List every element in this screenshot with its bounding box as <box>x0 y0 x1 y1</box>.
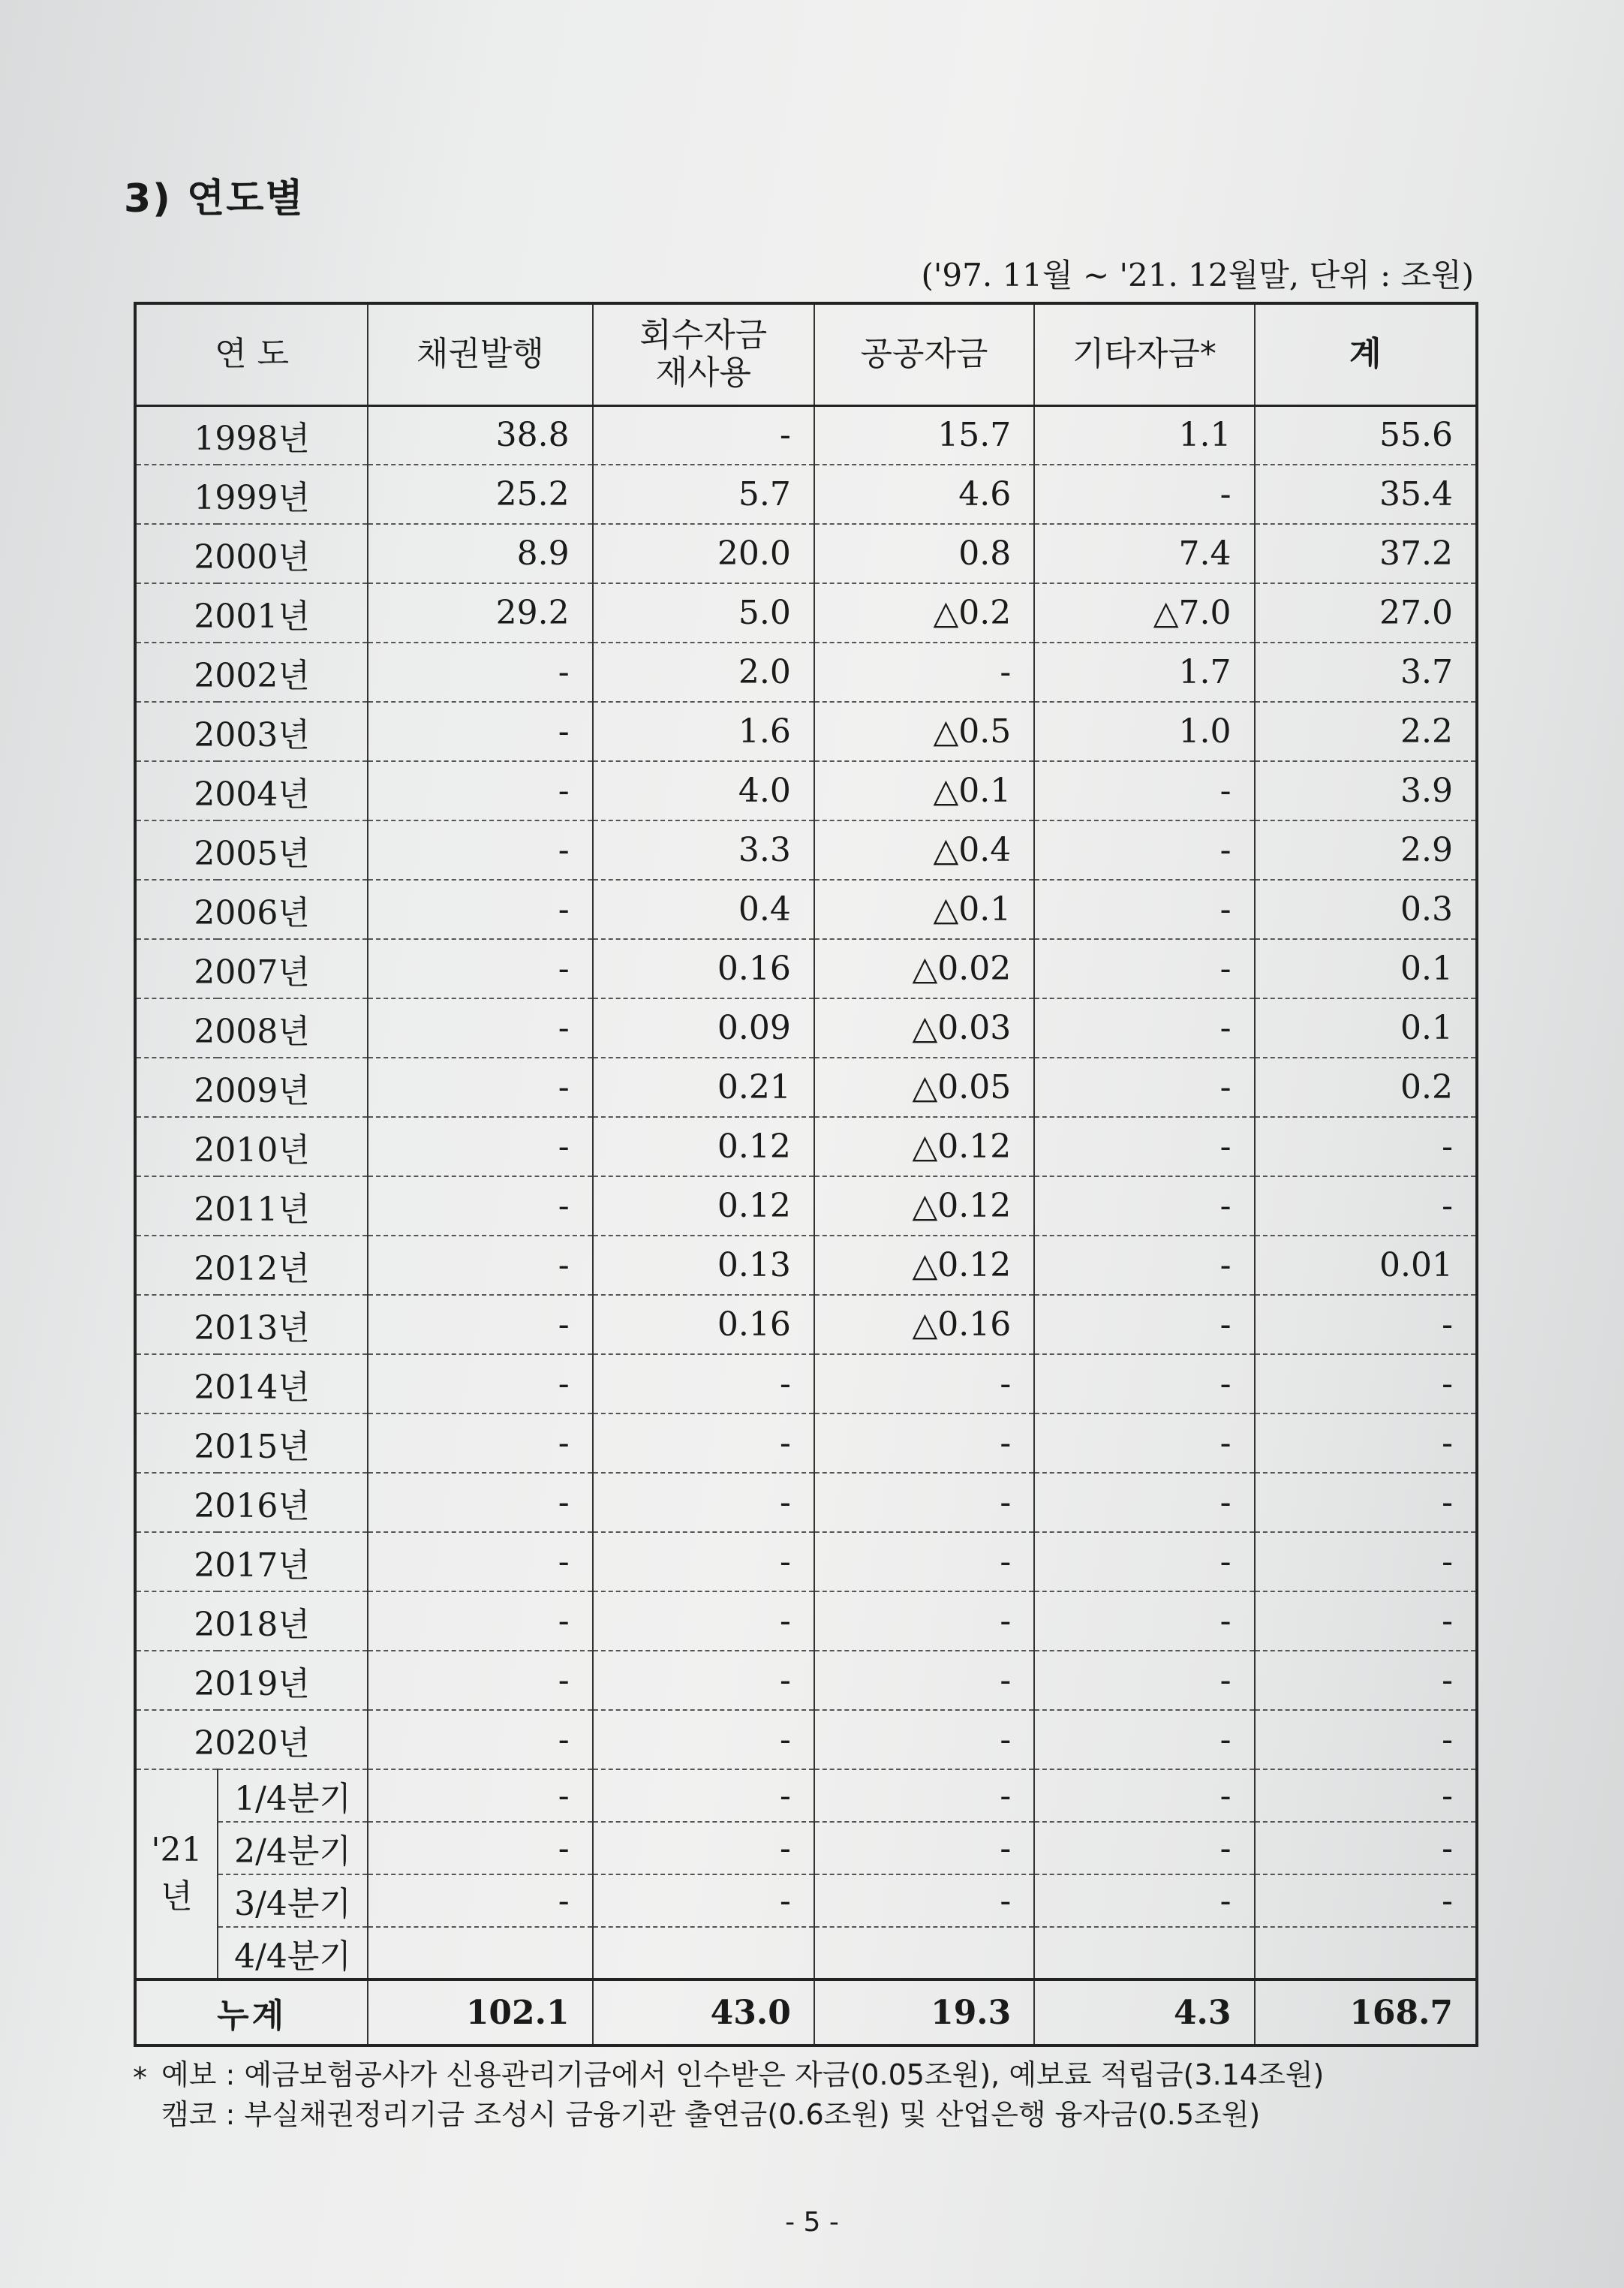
public-cell: - <box>814 643 1034 702</box>
total-cell: - <box>1255 1591 1478 1651</box>
public-cell: △0.16 <box>814 1295 1034 1354</box>
public-cell: △0.12 <box>814 1236 1034 1295</box>
other-cell: 1.1 <box>1034 405 1254 465</box>
reuse-cell: - <box>593 1710 814 1769</box>
table-row <box>135 1236 1477 1295</box>
other-cell: - <box>1034 939 1254 998</box>
other-cell: 1.0 <box>1034 702 1254 761</box>
table-row <box>135 998 1477 1058</box>
bond-cell: - <box>368 998 592 1058</box>
other-cell: - <box>1034 1117 1254 1176</box>
quarter-year-cell: '21년 <box>135 1769 218 1979</box>
reuse-cell: - <box>593 1874 814 1927</box>
public-cell: △0.5 <box>814 702 1034 761</box>
total-cell: - <box>1255 1874 1478 1927</box>
year-cell: 2014년 <box>135 1354 368 1413</box>
reuse-cell: 0.21 <box>593 1058 814 1117</box>
reuse-cell: - <box>593 1532 814 1591</box>
other-cell: - <box>1034 1473 1254 1532</box>
other-cell: - <box>1034 1769 1254 1822</box>
bond-cell: - <box>368 820 592 880</box>
table-row <box>135 1473 1477 1532</box>
table-row <box>135 1710 1477 1769</box>
reuse-cell: 0.12 <box>593 1117 814 1176</box>
other-cell: - <box>1034 1532 1254 1591</box>
public-cell: △0.03 <box>814 998 1034 1058</box>
total-cell: - <box>1255 1822 1478 1874</box>
bond-cell: 29.2 <box>368 583 592 643</box>
total-cell: 35.4 <box>1255 465 1478 524</box>
total-cell: - <box>1255 1710 1478 1769</box>
cumulative-row <box>135 1979 1477 2046</box>
public-cell: - <box>814 1473 1034 1532</box>
year-cell: 2009년 <box>135 1058 368 1117</box>
table-row <box>135 820 1477 880</box>
table-row <box>135 1176 1477 1236</box>
other-cell: - <box>1034 1874 1254 1927</box>
bond-cell: - <box>368 1769 592 1822</box>
cumulative-other: 4.3 <box>1034 1979 1254 2046</box>
annual-funds-table <box>134 302 1478 2047</box>
table-row <box>135 880 1477 939</box>
reuse-cell: 5.0 <box>593 583 814 643</box>
public-cell: △0.1 <box>814 761 1034 820</box>
public-cell: - <box>814 1413 1034 1473</box>
footnotes <box>133 2055 1325 2135</box>
header-total: 계 <box>1255 303 1478 405</box>
other-cell: - <box>1034 880 1254 939</box>
bond-cell: - <box>368 1822 592 1874</box>
year-cell: 2011년 <box>135 1176 368 1236</box>
total-cell: - <box>1255 1117 1478 1176</box>
total-cell <box>1255 1927 1478 1979</box>
header-reuse <box>593 303 814 405</box>
year-cell: 2006년 <box>135 880 368 939</box>
reuse-cell: - <box>593 1473 814 1532</box>
public-cell: - <box>814 1769 1034 1822</box>
cumulative-total: 168.7 <box>1255 1979 1478 2046</box>
other-cell: - <box>1034 1236 1254 1295</box>
reuse-cell: 1.6 <box>593 702 814 761</box>
year-cell: 2005년 <box>135 820 368 880</box>
year-cell: 2020년 <box>135 1710 368 1769</box>
bond-cell: - <box>368 1058 592 1117</box>
quarter-label-cell: 4/4분기 <box>218 1927 368 1979</box>
table-row <box>135 702 1477 761</box>
reuse-cell: - <box>593 1354 814 1413</box>
public-cell: △0.12 <box>814 1117 1034 1176</box>
table-row <box>135 1591 1477 1651</box>
other-cell: - <box>1034 1591 1254 1651</box>
other-cell: - <box>1034 1710 1254 1769</box>
header-bond: 채권발행 <box>368 303 592 405</box>
table-row <box>135 405 1477 465</box>
year-cell: 2018년 <box>135 1591 368 1651</box>
year-cell: 2003년 <box>135 702 368 761</box>
table-row <box>135 761 1477 820</box>
public-cell: 15.7 <box>814 405 1034 465</box>
quarter-row <box>135 1927 1477 1979</box>
public-cell: 4.6 <box>814 465 1034 524</box>
bond-cell: - <box>368 939 592 998</box>
table-row <box>135 1651 1477 1710</box>
table-row <box>135 1058 1477 1117</box>
bond-cell: 8.9 <box>368 524 592 583</box>
year-cell: 2004년 <box>135 761 368 820</box>
page-number: - 5 - <box>785 2207 839 2238</box>
public-cell: - <box>814 1591 1034 1651</box>
total-cell: - <box>1255 1295 1478 1354</box>
table-row <box>135 1532 1477 1591</box>
bond-cell: - <box>368 702 592 761</box>
quarter-label-cell: 1/4분기 <box>218 1769 368 1822</box>
reuse-cell: - <box>593 405 814 465</box>
table-row <box>135 1117 1477 1176</box>
reuse-cell: 0.16 <box>593 939 814 998</box>
year-cell: 2010년 <box>135 1117 368 1176</box>
reuse-cell: - <box>593 1413 814 1473</box>
public-cell: - <box>814 1532 1034 1591</box>
total-cell: - <box>1255 1651 1478 1710</box>
reuse-cell: 0.09 <box>593 998 814 1058</box>
bond-cell: - <box>368 761 592 820</box>
bond-cell: - <box>368 1413 592 1473</box>
footnote-line-kamco: 캠코 : 부실채권정리기금 조성시 금융기관 출연금(0.6조원) 및 산업은행 융자금(0.5조원) <box>161 2098 1261 2132</box>
other-cell: - <box>1034 998 1254 1058</box>
cumulative-bond: 102.1 <box>368 1979 592 2046</box>
total-cell: 0.1 <box>1255 998 1478 1058</box>
year-cell: 2013년 <box>135 1295 368 1354</box>
reuse-cell: 20.0 <box>593 524 814 583</box>
public-cell: △0.4 <box>814 820 1034 880</box>
header-reuse-line1: 회수자금 <box>639 315 768 354</box>
reuse-cell: - <box>593 1651 814 1710</box>
year-cell: 2007년 <box>135 939 368 998</box>
other-cell: - <box>1034 1295 1254 1354</box>
public-cell: - <box>814 1710 1034 1769</box>
unit-note: ('97. 11월 ~ '21. 12월말, 단위 : 조원) <box>921 257 1474 294</box>
public-cell: △0.2 <box>814 583 1034 643</box>
reuse-cell: - <box>593 1822 814 1874</box>
total-cell: - <box>1255 1473 1478 1532</box>
total-cell: 2.2 <box>1255 702 1478 761</box>
public-cell: △0.02 <box>814 939 1034 998</box>
footnote-marker: * <box>133 2061 147 2094</box>
bond-cell: 38.8 <box>368 405 592 465</box>
total-cell: 3.9 <box>1255 761 1478 820</box>
year-cell: 2017년 <box>135 1532 368 1591</box>
bond-cell: 25.2 <box>368 465 592 524</box>
table-row <box>135 939 1477 998</box>
reuse-cell: 0.12 <box>593 1176 814 1236</box>
bond-cell: - <box>368 1295 592 1354</box>
other-cell: - <box>1034 1058 1254 1117</box>
year-cell: 1998년 <box>135 405 368 465</box>
total-cell: 0.1 <box>1255 939 1478 998</box>
year-cell: 2016년 <box>135 1473 368 1532</box>
reuse-cell: 3.3 <box>593 820 814 880</box>
public-cell: - <box>814 1354 1034 1413</box>
public-cell: - <box>814 1822 1034 1874</box>
table-row <box>135 524 1477 583</box>
reuse-cell: - <box>593 1769 814 1822</box>
year-cell: 2008년 <box>135 998 368 1058</box>
header-year: 연 도 <box>135 303 368 405</box>
total-cell: 0.01 <box>1255 1236 1478 1295</box>
bond-cell: - <box>368 1532 592 1591</box>
year-cell: 2019년 <box>135 1651 368 1710</box>
public-cell: △0.05 <box>814 1058 1034 1117</box>
bond-cell: - <box>368 1176 592 1236</box>
year-cell: 2012년 <box>135 1236 368 1295</box>
table-body <box>135 405 1477 2046</box>
reuse-cell: 0.13 <box>593 1236 814 1295</box>
year-cell: 2001년 <box>135 583 368 643</box>
total-cell: 55.6 <box>1255 405 1478 465</box>
other-cell <box>1034 1927 1254 1979</box>
total-cell: 2.9 <box>1255 820 1478 880</box>
bond-cell: - <box>368 643 592 702</box>
bond-cell: - <box>368 880 592 939</box>
total-cell: 37.2 <box>1255 524 1478 583</box>
header-public: 공공자금 <box>814 303 1034 405</box>
bond-cell: - <box>368 1354 592 1413</box>
total-cell: - <box>1255 1354 1478 1413</box>
section-title: 3) 연도별 <box>124 176 305 221</box>
public-cell <box>814 1927 1034 1979</box>
total-cell: 0.3 <box>1255 880 1478 939</box>
other-cell: - <box>1034 1354 1254 1413</box>
public-cell: - <box>814 1874 1034 1927</box>
other-cell: - <box>1034 1413 1254 1473</box>
quarter-row <box>135 1822 1477 1874</box>
total-cell: - <box>1255 1769 1478 1822</box>
reuse-cell: 4.0 <box>593 761 814 820</box>
quarter-label-cell: 2/4분기 <box>218 1822 368 1874</box>
table-row <box>135 643 1477 702</box>
reuse-cell: 5.7 <box>593 465 814 524</box>
table-row <box>135 1295 1477 1354</box>
bond-cell: - <box>368 1236 592 1295</box>
year-cell: 2015년 <box>135 1413 368 1473</box>
bond-cell: - <box>368 1591 592 1651</box>
quarter-label-cell: 3/4분기 <box>218 1874 368 1927</box>
other-cell: △7.0 <box>1034 583 1254 643</box>
cumulative-label: 누계 <box>135 1979 368 2046</box>
total-cell: - <box>1255 1413 1478 1473</box>
bond-cell: - <box>368 1710 592 1769</box>
public-cell: △0.1 <box>814 880 1034 939</box>
cumulative-reuse: 43.0 <box>593 1979 814 2046</box>
public-cell: 0.8 <box>814 524 1034 583</box>
reuse-cell: 0.4 <box>593 880 814 939</box>
other-cell: 7.4 <box>1034 524 1254 583</box>
bond-cell: - <box>368 1651 592 1710</box>
table-row <box>135 465 1477 524</box>
quarter-row <box>135 1874 1477 1927</box>
total-cell: 27.0 <box>1255 583 1478 643</box>
table-row <box>135 1413 1477 1473</box>
public-cell: - <box>814 1651 1034 1710</box>
other-cell: - <box>1034 1651 1254 1710</box>
reuse-cell: 0.16 <box>593 1295 814 1354</box>
footnote-line-kdic: 예보 : 예금보험공사가 신용관리기금에서 인수받은 자금(0.05조원), 예보료 적립금(3.14조원) <box>161 2058 1325 2091</box>
year-cell: 1999년 <box>135 465 368 524</box>
header-reuse-line2: 재사용 <box>655 354 751 393</box>
table-row <box>135 1354 1477 1413</box>
header-other: 기타자금* <box>1034 303 1254 405</box>
total-cell: 0.2 <box>1255 1058 1478 1117</box>
cumulative-public: 19.3 <box>814 1979 1034 2046</box>
total-cell: - <box>1255 1532 1478 1591</box>
year-cell: 2002년 <box>135 643 368 702</box>
public-cell: △0.12 <box>814 1176 1034 1236</box>
bond-cell: - <box>368 1473 592 1532</box>
total-cell: - <box>1255 1176 1478 1236</box>
other-cell: - <box>1034 820 1254 880</box>
bond-cell <box>368 1927 592 1979</box>
bond-cell: - <box>368 1117 592 1176</box>
reuse-cell <box>593 1927 814 1979</box>
year-cell: 2000년 <box>135 524 368 583</box>
reuse-cell: - <box>593 1591 814 1651</box>
other-cell: - <box>1034 1822 1254 1874</box>
table-header-row <box>135 303 1477 405</box>
quarter-row <box>135 1769 1477 1822</box>
bond-cell: - <box>368 1874 592 1927</box>
other-cell: - <box>1034 761 1254 820</box>
other-cell: 1.7 <box>1034 643 1254 702</box>
other-cell: - <box>1034 465 1254 524</box>
total-cell: 3.7 <box>1255 643 1478 702</box>
reuse-cell: 2.0 <box>593 643 814 702</box>
other-cell: - <box>1034 1176 1254 1236</box>
table-row <box>135 583 1477 643</box>
